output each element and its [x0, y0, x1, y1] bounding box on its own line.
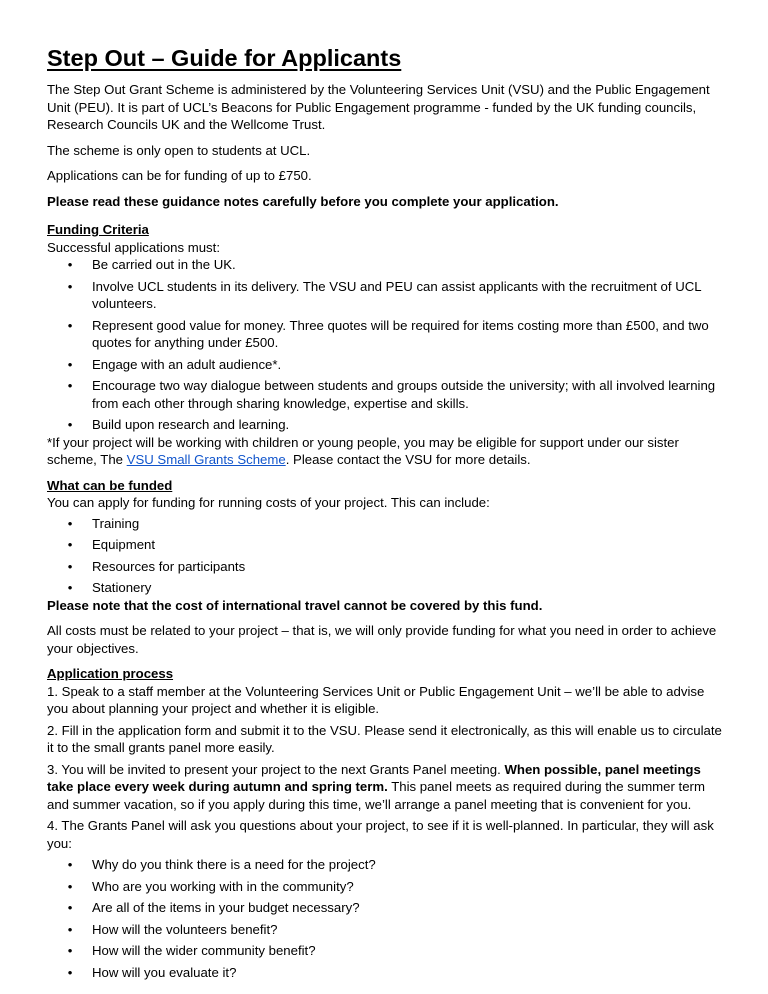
- bullet-icon: •: [67, 558, 73, 574]
- bullet-icon: •: [67, 417, 73, 432]
- intro-paragraph-2: The scheme is only open to students at UCL.: [47, 142, 311, 158]
- list-item: • How will the wider community benefit?: [47, 942, 723, 960]
- list-item: • Involve UCL students in its delivery. The VSU and PEU can assist applicants with the recruitment of UCL volunteers.: [47, 278, 723, 313]
- funding-criteria-heading: Funding Criteria: [47, 222, 149, 237]
- funding-criteria-lead: Successful applications must:: [47, 239, 220, 255]
- what-funded-lead: You can apply for funding for running costs of your project. This can include:: [47, 495, 490, 510]
- list-item: • Are all of the items in your budget necessary?: [47, 899, 723, 917]
- list-item: • Resources for participants: [47, 558, 723, 576]
- bullet-icon: •: [67, 278, 73, 294]
- intro-paragraph-1: The Step Out Grant Scheme is administered by the Volunteering Services Unit (VSU) and the Public Engagement Unit (PEU). It is part of UCL’s Beacons for Public Engagement programme - funded by the UK funding councils, Research Councils UK and the Wellcome Trust.: [47, 82, 710, 132]
- list-item: • How will you evaluate it?: [47, 964, 723, 982]
- application-step-2: 2. Fill in the application form and submit it to the VSU. Please send it electronically, as this will enable us to circulate it to the small grants panel more easily.: [47, 722, 722, 755]
- bullet-icon: •: [67, 317, 73, 333]
- list-item: • Be carried out in the UK.: [47, 256, 723, 274]
- what-funded-heading: What can be funded: [47, 477, 173, 493]
- list-item: • Stationery: [47, 579, 723, 597]
- funding-criteria-list: [47, 256, 723, 434]
- list-item: • Why do you think there is a need for the project?: [47, 856, 723, 874]
- application-step-4: 4. The Grants Panel will ask you questions about your project, to see if it is well-planned. In particular, they will ask you:: [47, 818, 714, 851]
- application-step-3: 3. You will be invited to present your project to the next Grants Panel meeting. When possible, panel meetings take place every week during autumn and spring term. This panel meets as required during the summer term and summer vacation, so if you apply during this time, we’ll arrange a panel meeting that is convenient for you.: [47, 761, 705, 812]
- international-travel-note: Please note that the cost of international travel cannot be covered by this fund.: [47, 597, 543, 613]
- application-step-1: 1. Speak to a staff member at the Volunteering Services Unit or Public Engagement Unit – we’ll be able to advise you about planning your project and whether it is eligible.: [47, 683, 705, 716]
- list-item: • Training: [47, 515, 723, 533]
- bullet-icon: •: [67, 378, 73, 393]
- what-funded-list: [47, 515, 723, 597]
- bullet-icon: •: [67, 257, 73, 272]
- list-item: • Engage with an adult audience*.: [47, 356, 723, 374]
- intro-paragraph-3: Applications can be for funding of up to £750.: [47, 168, 312, 183]
- bullet-icon: •: [67, 857, 73, 872]
- bullet-icon: •: [67, 537, 73, 552]
- bullet-icon: •: [67, 356, 73, 372]
- application-process-heading: Application process: [47, 666, 174, 681]
- funding-criteria-footnote: *If your project will be working with children or young people, you may be eligible for support under our sister scheme, The VSU Small Grants Scheme. Please contact the VSU for more details.: [47, 434, 679, 467]
- bullet-icon: •: [67, 580, 73, 595]
- document-page: [47, 44, 723, 985]
- list-item: • Equipment: [47, 536, 723, 554]
- list-item: • How will the volunteers benefit?: [47, 921, 723, 939]
- bullet-icon: •: [67, 878, 73, 894]
- list-item: • Represent good value for money. Three quotes will be required for items costing more than £500, and two quotes for anything under £500.: [47, 317, 723, 352]
- bullet-icon: •: [67, 943, 73, 958]
- vsu-small-grants-link[interactable]: VSU Small Grants Scheme: [126, 452, 286, 467]
- bullet-icon: •: [67, 900, 73, 915]
- list-item: • Who are you working with in the community?: [47, 878, 723, 896]
- list-item: • Encourage two way dialogue between students and groups outside the university; with all involved learning from each other through sharing knowledge, expertise and skills.: [47, 377, 723, 412]
- bullet-icon: •: [67, 921, 73, 937]
- list-item: • Build upon research and learning.: [47, 416, 723, 434]
- bullet-icon: •: [67, 515, 73, 531]
- intro-paragraph-4: Please read these guidance notes carefully before you complete your application.: [47, 193, 559, 209]
- panel-questions-list: [47, 856, 723, 981]
- bullet-icon: •: [67, 964, 73, 980]
- costs-paragraph: All costs must be related to your project – that is, we will only provide funding for what you need in order to achieve your objectives.: [47, 623, 717, 656]
- page-title: Step Out – Guide for Applicants: [47, 45, 402, 71]
